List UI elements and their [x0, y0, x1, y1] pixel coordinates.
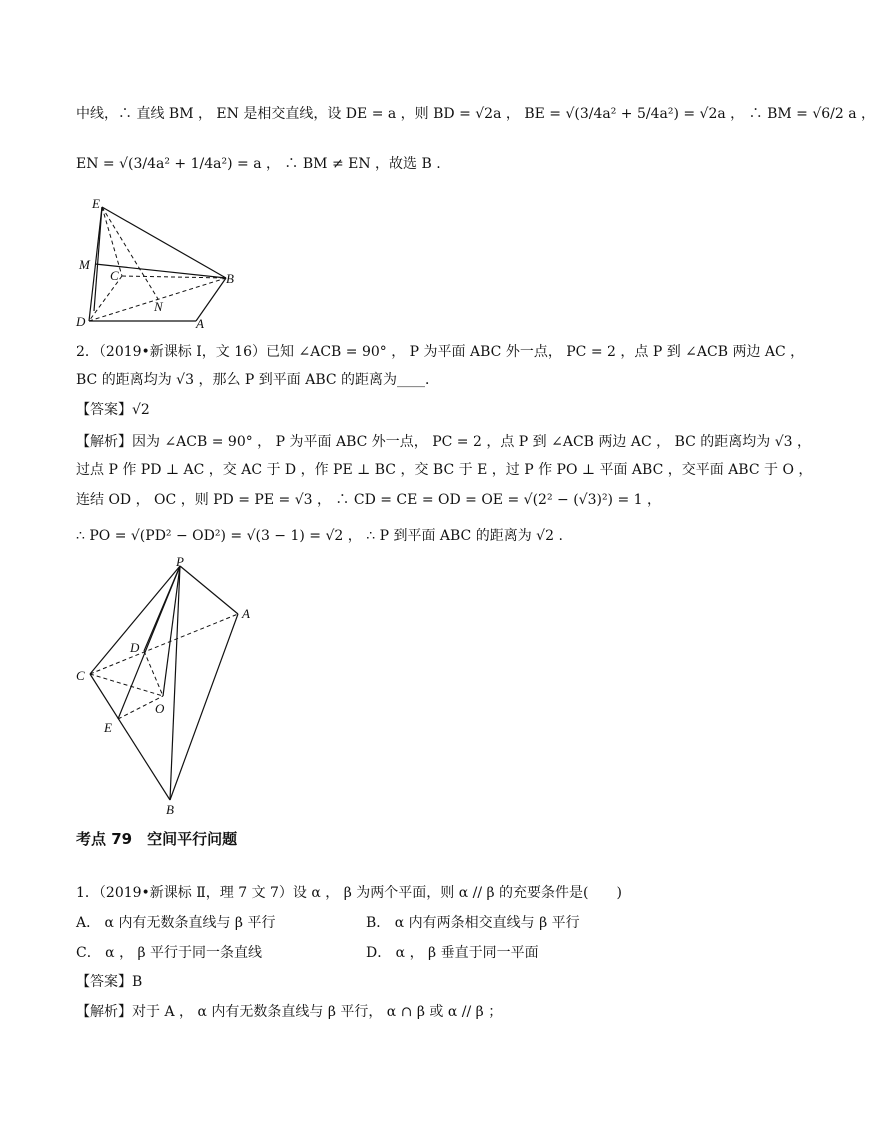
label-e: E	[92, 196, 100, 211]
problem2-stem-1: 2．（2019•新课标 Ⅰ，文 16）已知 ∠ACB = 90° ， P 为平面 ABC 外一点， PC = 2 ，点 P 到 ∠ACB 两边 AC ，	[76, 344, 805, 360]
problem2-stem-2: BC 的距离均为 √3 ，那么 P 到平面 ABC 的距离为____．	[76, 372, 440, 388]
label-a: A	[196, 316, 204, 331]
label-d: D	[76, 314, 86, 329]
label-c: C	[76, 668, 85, 683]
problem2-analysis-1: 【解析】因为 ∠ACB = 90° ， P 为平面 ABC 外一点， PC = 2 ，点 P 到 ∠ACB 两边 AC ， BC 的距离均为 √3 ，	[76, 434, 812, 450]
section-heading: 考点 79 空间平行问题	[76, 830, 238, 848]
option-a: A． α 内有无数条直线与 β 平行	[76, 915, 276, 931]
figure-pyramid-e-abcd	[70, 192, 250, 337]
option-c: C． α ， β 平行于同一条直线	[76, 945, 263, 961]
edge-ab	[196, 278, 226, 321]
solution-line-1: 中线，∴ 直线 BM ， EN 是相交直线，设 DE = a ，则 BD = √2a ， BE = √(3/4a² + 5/4a²) = √2a ， ∴ BM = √6/2 a ，	[76, 106, 875, 122]
edge-ca	[90, 614, 238, 674]
problem1-analysis: 【解析】对于 A ， α 内有无数条直线与 β 平行， α ∩ β 或 α // β ；	[76, 1004, 503, 1020]
label-c: C	[110, 268, 119, 283]
problem2-analysis-3: 连结 OD ， OC ，则 PD = PE = √3 ， ∴ CD = CE = OD = OE = √(2² − (√3)²) = 1 ，	[76, 492, 662, 508]
figure-tetrahedron-p-abc	[68, 556, 268, 818]
segment-do	[144, 651, 163, 696]
segment-co	[90, 674, 163, 696]
problem2-analysis-2: 过点 P 作 PD ⊥ AC ，交 AC 于 D ，作 PE ⊥ BC ，交 BC 于 E ，过 P 作 PO ⊥ 平面 ABC ，交平面 ABC 于 O ，	[76, 462, 813, 478]
label-p: P	[176, 554, 184, 569]
edge-pc	[90, 566, 180, 674]
problem1-stem: 1．（2019•新课标 Ⅱ，理 7 文 7）设 α ， β 为两个平面，则 α // β 的充要条件是( )	[76, 885, 622, 901]
label-o: O	[155, 701, 165, 716]
solution-line-2: EN = √(3/4a² + 1/4a²) = a ， ∴ BM ≠ EN ，故选 B .	[76, 156, 441, 172]
option-b: B． α 内有两条相交直线与 β 平行	[366, 915, 580, 931]
edge-cb	[90, 674, 170, 800]
edge-ea-front	[94, 207, 102, 311]
problem2-analysis-4: ∴ PO = √(PD² − OD²) = √(3 − 1) = √2 ， ∴ P 到平面 ABC 的距离为 √2 .	[76, 528, 563, 544]
segment-en	[102, 207, 158, 299]
edge-eb	[102, 207, 226, 278]
label-d: D	[130, 640, 140, 655]
label-a: A	[242, 606, 250, 621]
label-b: B	[166, 802, 174, 817]
label-n: N	[154, 299, 163, 314]
problem2-answer: 【答案】√2	[76, 402, 150, 418]
label-e: E	[104, 720, 112, 735]
label-m: M	[79, 257, 90, 272]
edge-ab	[170, 614, 238, 800]
edge-pa	[180, 566, 238, 614]
problem1-answer: 【答案】B	[76, 974, 143, 990]
label-b: B	[226, 271, 234, 286]
option-d: D． α ， β 垂直于同一平面	[366, 945, 539, 961]
